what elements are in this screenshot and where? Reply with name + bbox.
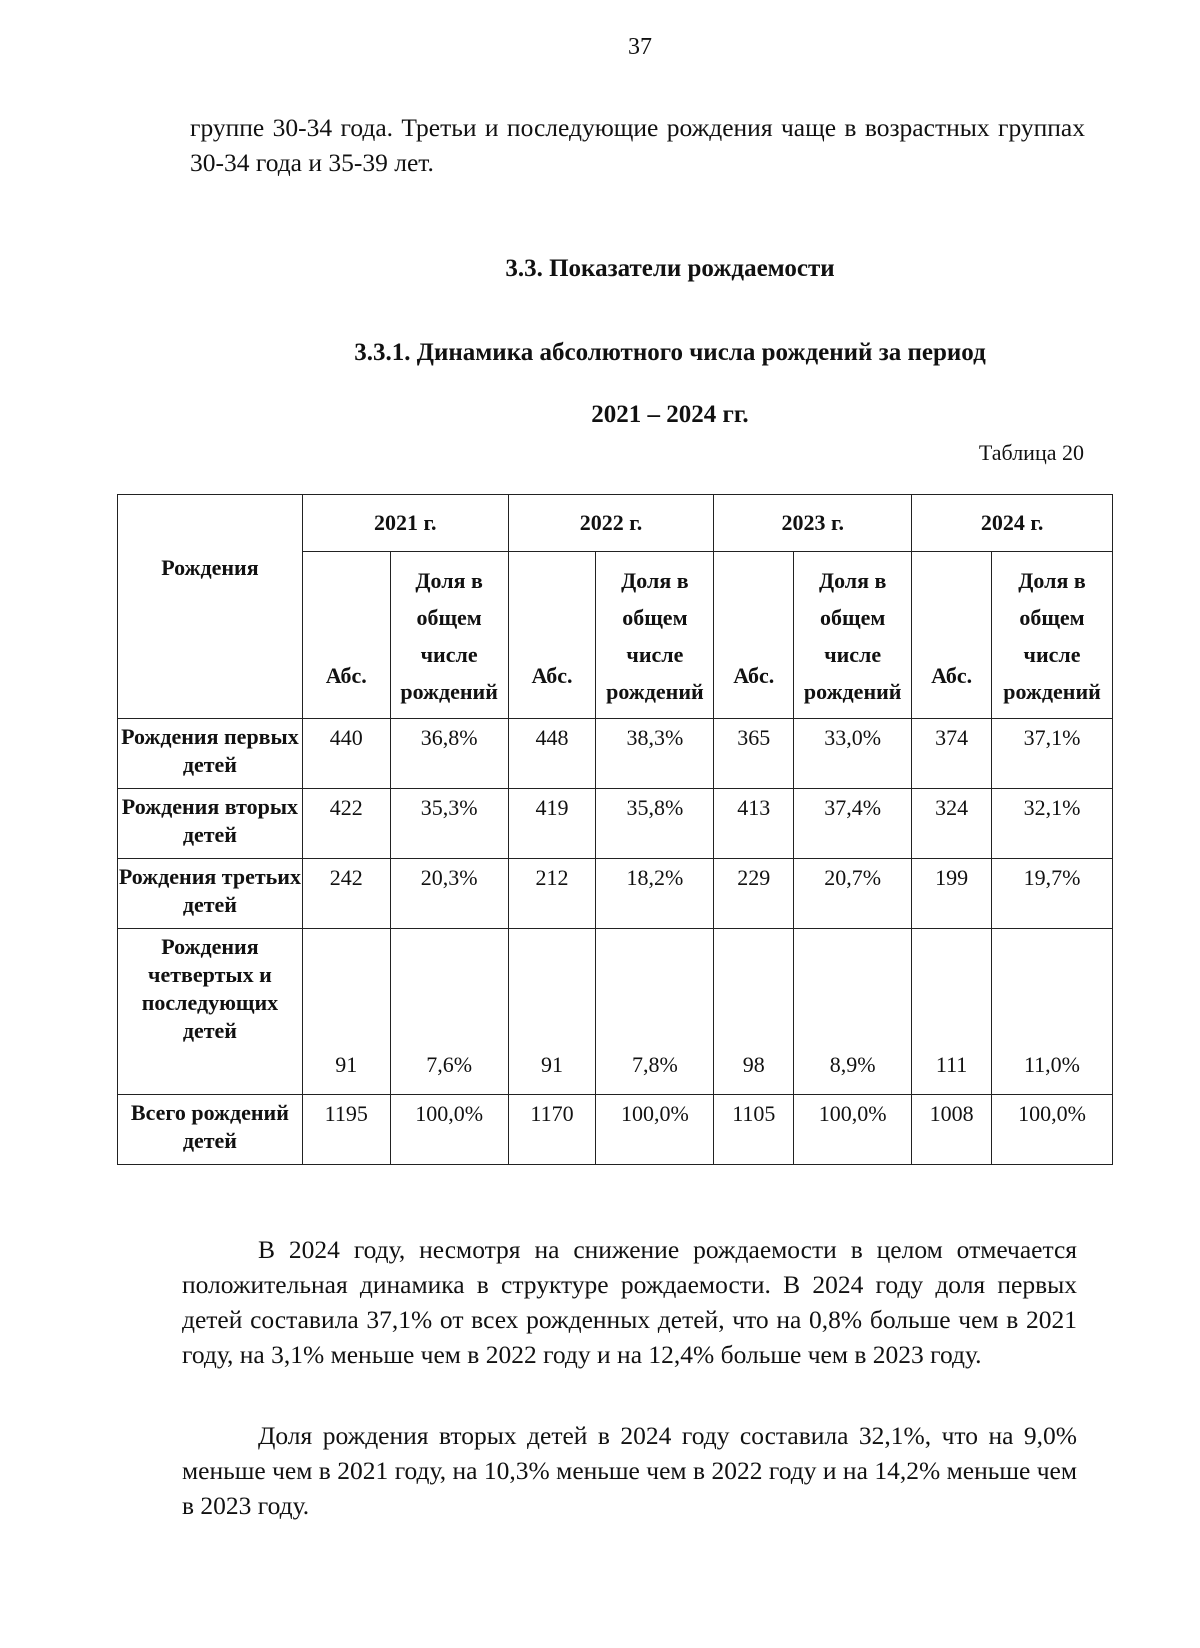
cell: 1008 bbox=[912, 1095, 992, 1165]
cell: 91 bbox=[508, 929, 596, 1095]
cell: 212 bbox=[508, 859, 596, 929]
cell: 324 bbox=[912, 789, 992, 859]
paragraph-second-children: Доля рождения вторых детей в 2024 году составила 32,1%, что на 9,0% меньше чем в 2021 году, на 10,3% меньше чем в 2022 году и на 14,2% меньше чем в 2023 году. bbox=[182, 1421, 1077, 1520]
births-table bbox=[117, 494, 1113, 1165]
row-label: Рождения третьих детей bbox=[118, 859, 303, 929]
table-row bbox=[118, 789, 1113, 859]
cell: 35,8% bbox=[596, 789, 714, 859]
cell: 365 bbox=[714, 719, 794, 789]
cell: 422 bbox=[302, 789, 390, 859]
cell: 8,9% bbox=[794, 929, 912, 1095]
cell: 38,3% bbox=[596, 719, 714, 789]
abs-header: Абс. bbox=[508, 552, 596, 719]
cell: 374 bbox=[912, 719, 992, 789]
subsection-heading-line1: 3.3.1. Динамика абсолютного числа рождений за период bbox=[354, 339, 986, 366]
cell: 1195 bbox=[302, 1095, 390, 1165]
cell: 100,0% bbox=[390, 1095, 508, 1165]
cell: 35,3% bbox=[390, 789, 508, 859]
row-label: Всего рождений детей bbox=[118, 1095, 303, 1165]
cell: 33,0% bbox=[794, 719, 912, 789]
year-header: 2021 г. bbox=[302, 495, 508, 552]
cell: 18,2% bbox=[596, 859, 714, 929]
year-header: 2022 г. bbox=[508, 495, 714, 552]
cell: 7,8% bbox=[596, 929, 714, 1095]
cell: 19,7% bbox=[992, 859, 1113, 929]
table-row-total bbox=[118, 1095, 1113, 1165]
intro-paragraph: группе 30-34 года. Третьи и последующие рождения чаще в возрастных группах 30-34 года и 35-39 лет. bbox=[190, 113, 1085, 177]
cell: 1105 bbox=[714, 1095, 794, 1165]
cell: 100,0% bbox=[596, 1095, 714, 1165]
cell: 7,6% bbox=[390, 929, 508, 1095]
cell: 11,0% bbox=[992, 929, 1113, 1095]
section-heading: 3.3. Показатели рождаемости bbox=[505, 255, 835, 282]
table-row bbox=[118, 859, 1113, 929]
cell: 448 bbox=[508, 719, 596, 789]
cell: 419 bbox=[508, 789, 596, 859]
row-label: Рождения первых детей bbox=[118, 719, 303, 789]
cell: 1170 bbox=[508, 1095, 596, 1165]
cell: 91 bbox=[302, 929, 390, 1095]
cell: 20,7% bbox=[794, 859, 912, 929]
cell: 37,1% bbox=[992, 719, 1113, 789]
cell: 229 bbox=[714, 859, 794, 929]
abs-header: Абс. bbox=[714, 552, 794, 719]
table-caption: Таблица 20 bbox=[978, 440, 1084, 465]
row-header: Рождения bbox=[118, 495, 303, 719]
table-row bbox=[118, 719, 1113, 789]
cell: 20,3% bbox=[390, 859, 508, 929]
year-header: 2023 г. bbox=[714, 495, 912, 552]
cell: 111 bbox=[912, 929, 992, 1095]
cell: 98 bbox=[714, 929, 794, 1095]
cell: 440 bbox=[302, 719, 390, 789]
share-header: Доля в общем числе рождений bbox=[794, 552, 912, 719]
year-header: 2024 г. bbox=[912, 495, 1113, 552]
page-number: 37 bbox=[628, 34, 652, 60]
share-header: Доля в общем числе рождений bbox=[992, 552, 1113, 719]
cell: 242 bbox=[302, 859, 390, 929]
table-row bbox=[118, 929, 1113, 1095]
cell: 199 bbox=[912, 859, 992, 929]
cell: 36,8% bbox=[390, 719, 508, 789]
cell: 32,1% bbox=[992, 789, 1113, 859]
share-header: Доля в общем числе рождений bbox=[596, 552, 714, 719]
abs-header: Абс. bbox=[302, 552, 390, 719]
subsection-heading bbox=[310, 322, 1030, 446]
cell: 100,0% bbox=[992, 1095, 1113, 1165]
share-header: Доля в общем числе рождений bbox=[390, 552, 508, 719]
row-label: Рождения четвертых и последующих детей bbox=[118, 929, 303, 1095]
subsection-heading-line2: 2021 – 2024 гг. bbox=[591, 401, 749, 428]
cell: 413 bbox=[714, 789, 794, 859]
cell: 37,4% bbox=[794, 789, 912, 859]
cell: 100,0% bbox=[794, 1095, 912, 1165]
row-label: Рождения вторых детей bbox=[118, 789, 303, 859]
paragraph-first-children: В 2024 году, несмотря на снижение рождаемости в целом отмечается положительная динамика в структуре рождаемости. В 2024 году доля первых детей составила 37,1% от всех рожденных детей, что на 0,8% больше чем в 2021 году, на 3,1% меньше чем в 2022 году и на 12,4% больше чем в 2023 году. bbox=[182, 1235, 1077, 1369]
abs-header: Абс. bbox=[912, 552, 992, 719]
